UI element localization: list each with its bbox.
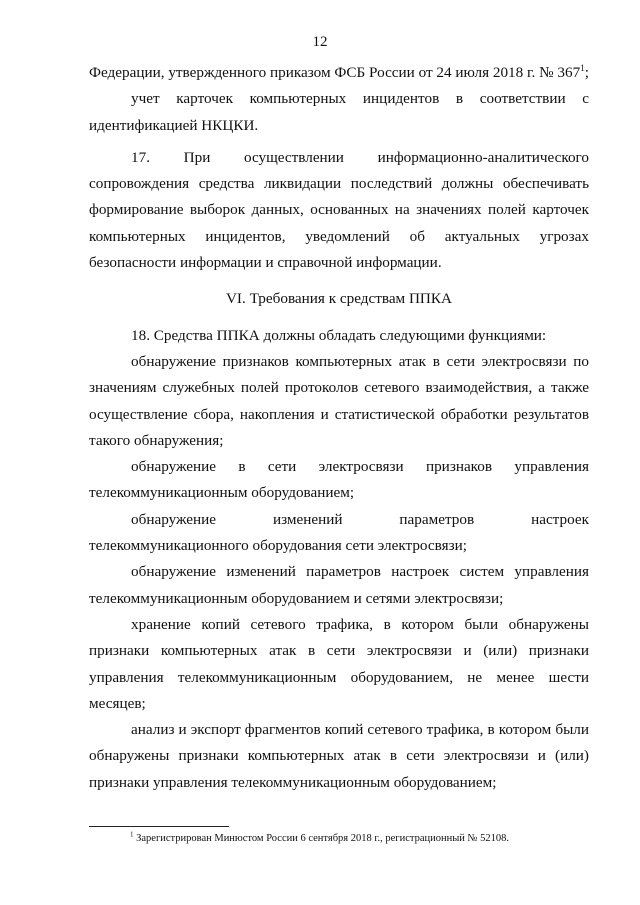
- footnote: [130, 832, 590, 846]
- section-heading: VI. Требования к средствам ППКА: [225, 290, 453, 308]
- list-item-system-settings: обнаружение изменений параметров настроек систем управления телекоммуникационным оборудованием и сетями электросвязи;: [89, 563, 589, 607]
- paragraph-incident-cards: учет карточек компьютерных инцидентов в соответствии с идентификацией НКЦКИ.: [89, 90, 589, 134]
- paragraph-continuation: [89, 60, 589, 86]
- paragraph-punctuation: ;: [584, 64, 589, 81]
- list-item-traffic-storage: хранение копий сетевого трафика, в котором были обнаружены признаки компьютерных атак в сети электросвязи и (или) признаки управления телекоммуникационным оборудованием, не менее шести месяцев;: [89, 615, 589, 712]
- footnote-marker: 1: [130, 830, 134, 839]
- footnote-text: Зарегистрирован Минюстом России 6 сентября 2018 г., регистрационный № 52108.: [136, 833, 510, 844]
- document-body: [89, 60, 589, 796]
- paragraph-18: 18. Средства ППКА должны обладать следующими функциями:: [131, 326, 547, 344]
- list-item-traffic-analysis: анализ и экспорт фрагментов копий сетевого трафика, в котором были обнаружены признаки компьютерных атак в сети электросвязи и (или) признаки управления телекоммуникационным оборудованием;: [89, 721, 589, 791]
- list-item-equipment-settings: обнаружение изменений параметров настроек телекоммуникационного оборудования сети электросвязи;: [89, 510, 589, 555]
- list-item-attack-detection: обнаружение признаков компьютерных атак в сети электросвязи по значениям служебных полей протоколов сетевого взаимодействия, а также осуществление сбора, накопления и статистической обработки результатов такого обнаружения;: [89, 352, 589, 449]
- footnote-reference: 1: [580, 62, 585, 73]
- paragraph-text: Федерации, утвержденного приказом ФСБ России от 24 июля 2018 г. № 367: [89, 64, 581, 81]
- list-item-control-detection: обнаружение в сети электросвязи признаков управления телекоммуникационным оборудованием;: [89, 458, 589, 502]
- page-number: 12: [312, 34, 328, 50]
- paragraph-17: 17. При осуществлении информационно-аналитического сопровождения средства ликвидации последствий должны обеспечивать формирование выборок данных, основанных на значениях полей карточек компьютерных инцидентов, уведомлений об актуальных угрозах безопасности информации и справочной информации.: [89, 148, 589, 272]
- footnote-divider: [89, 826, 229, 827]
- spacer: [89, 276, 589, 282]
